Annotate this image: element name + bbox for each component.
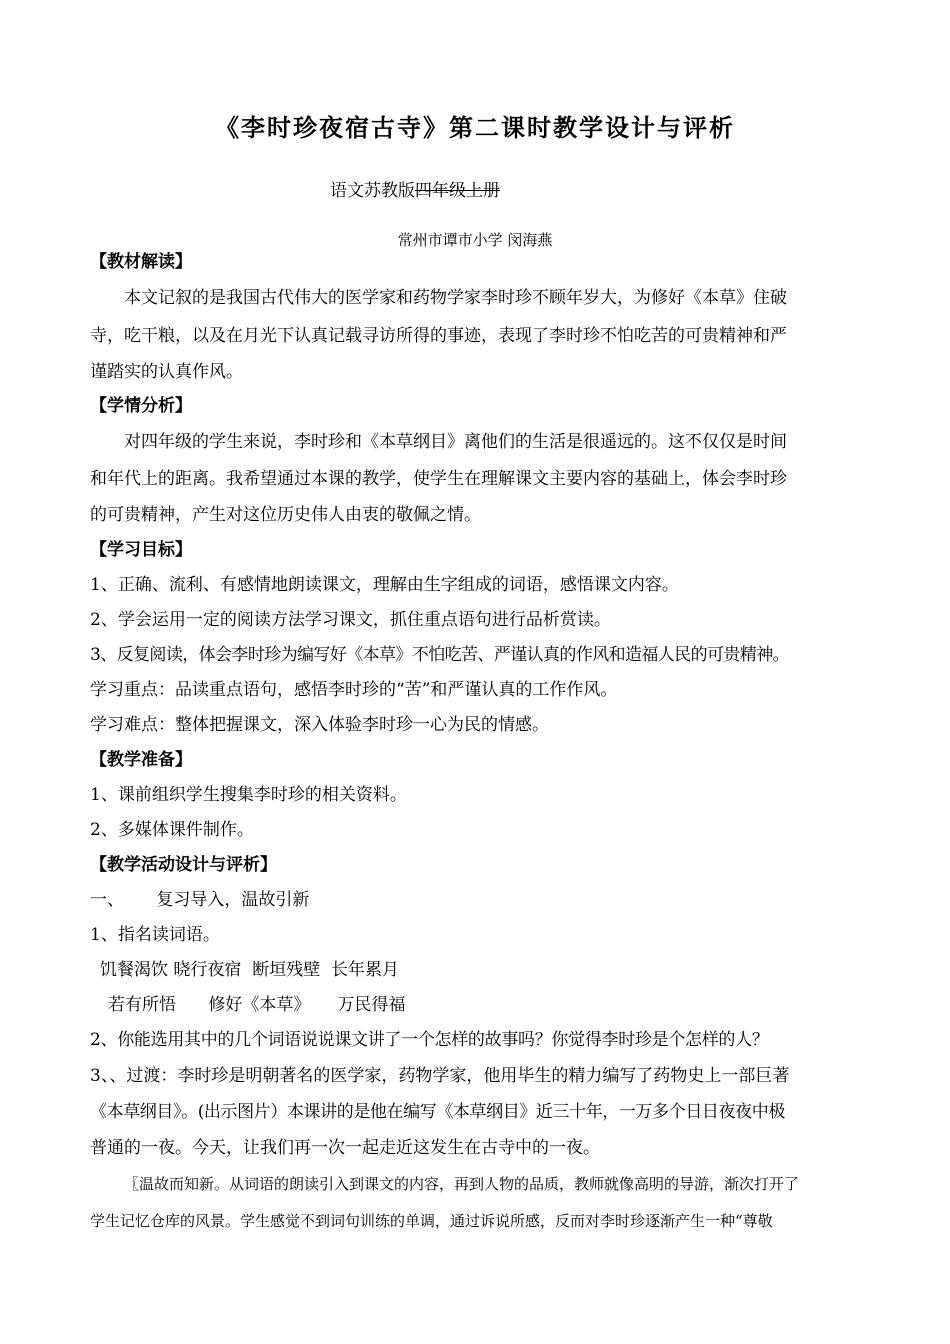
document-title: 《李时珍夜宿古寺》第二课时教学设计与评析 (215, 114, 735, 142)
edition-line (330, 176, 500, 201)
heading-textbook: 【教材解读】 (90, 252, 192, 272)
paragraph-line: 谨踏实的认真作风。 (90, 362, 243, 382)
word-list-row: 若有所悟 修好《本草》 万民得福 (108, 995, 406, 1015)
comment-line: 〖温故而知新。从词语的朗读引入到课文的内容，再到人物的品质，教师就像高明的导游，渐次打开了 (124, 1175, 800, 1193)
heading-students: 【学情分析】 (90, 396, 192, 416)
paragraph-line: 和年代上的距离。我希望通过本课的教学，使学生在理解课文主要内容的基础上，体会李时珍 (90, 469, 787, 489)
key-point: 学习重点：品读重点语句，感悟李时珍的“苦”和严谨认真的工作作风。 (90, 680, 618, 700)
edition-text: 语文苏教版 (330, 181, 415, 201)
prep-item: 2、多媒体课件制作。 (90, 820, 254, 840)
transition-line: 3、、过渡：李时珍是明朝著名的医学家，药物学家，他用毕生的精力编写了药物史上一部巨著 (90, 1066, 790, 1086)
edition-struck-text: 四年级上册 (415, 181, 500, 201)
author-line: 常州市谭市小学 闵海燕 (397, 231, 553, 249)
paragraph-line: 本文记叙的是我国古代伟大的医学家和药物学家李时珍不顾年岁大，为修好《本草》住破 (124, 288, 787, 308)
activity-item: 1、指名读词语。 (90, 925, 220, 945)
heading-goals: 【学习目标】 (90, 540, 192, 560)
paragraph-line: 寺，吃干粮，以及在月光下认真记载寻访所得的事迹，表现了李时珍不怕吃苦的可贵精神和严 (90, 326, 787, 346)
word-list-row: 饥餐渴饮 晓行夜宿 断垣残壁 长年累月 (100, 960, 400, 980)
goal-item: 3、反复阅读，体会李时珍为编写好《本草》不怕吃苦、严谨认真的作风和造福人民的可贵精神。 (90, 645, 790, 665)
goal-item: 2、学会运用一定的阅读方法学习课文，抓住重点语句进行品析赏读。 (90, 610, 611, 630)
paragraph-line: 的可贵精神，产生对这位历史伟人由衷的敬佩之情。 (90, 505, 481, 525)
transition-line: 《本草纲目》。(出示图片）本课讲的是他在编写《本草纲目》近三十年，一万多个日日夜夜中极 (90, 1102, 785, 1122)
goal-item: 1、正确、流利、有感情地朗读课文，理解由生字组成的词语，感悟课文内容。 (90, 575, 679, 595)
activity-item: 2、你能选用其中的几个词语说说课文讲了一个怎样的故事吗？你觉得李时珍是个怎样的人？ (90, 1030, 769, 1050)
comment-line: 学生记忆仓库的风景。学生感觉不到词句训练的单调，通过诉说所感，反而对李时珍逐渐产生一种“尊敬 (90, 1212, 773, 1230)
difficult-point: 学习难点：整体把握课文，深入体验李时珍一心为民的情感。 (90, 715, 549, 735)
paragraph-line: 对四年级的学生来说，李时珍和《本草纲目》离他们的生活是很遥远的。这不仅仅是时间 (124, 432, 787, 452)
prep-item: 1、课前组织学生搜集李时珍的相关资料。 (90, 785, 407, 805)
heading-prep: 【教学准备】 (90, 750, 192, 770)
heading-activities: 【教学活动设计与评析】 (90, 855, 277, 875)
step-heading: 一、 复习导入，温故引新 (90, 890, 310, 910)
transition-line: 普通的一夜。今天，让我们再一次一起走近这发生在古寺中的一夜。 (90, 1138, 600, 1158)
